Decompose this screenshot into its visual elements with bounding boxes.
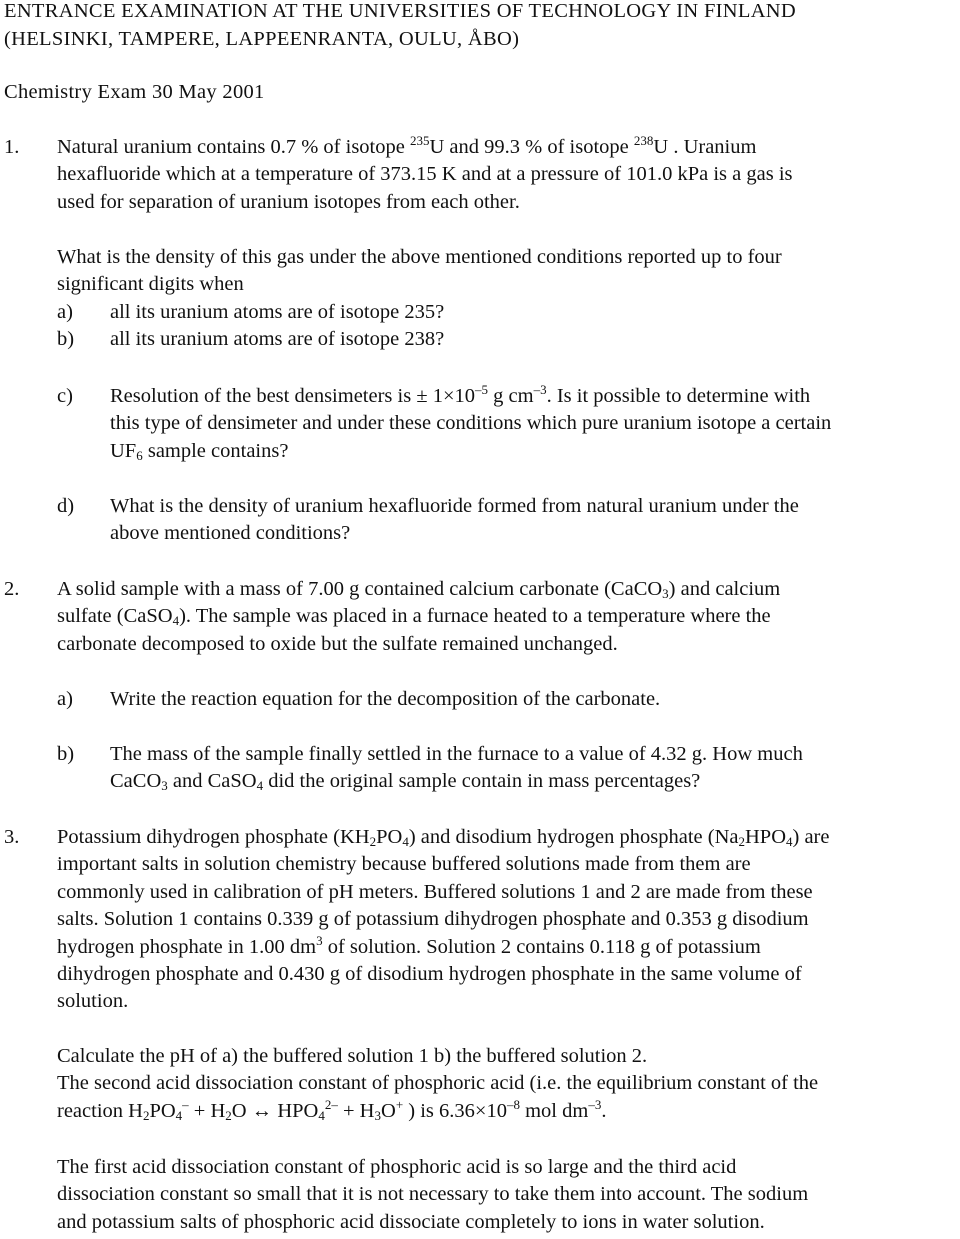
question-2-part-a: a) Write the reaction equation for the decomposition of the carbonate. [57,688,661,710]
question-3-intro: Potassium dihydrogen phosphate $(KH_2PO_4)$ and disodium hydrogen phosphate $(Na_2HPO_4)$ are important salts in solution chemistry because buffered solutions made from them are commonly used in calibration of pH meters. Buffered solutions 1 and 2 are made from these salts. Solution 1 contains 0.339 g of potassium dihydrogen phosphate and 0.353 g disodium hydrogen phosphate in 1.00 $dm^3$ of solution. Solution 2 contains 0.118 g of potassium dihydrogen phosphate and 0.430 g of disodium hydrogen phosphate in the same volume of solution. [57,826,830,1013]
exam-header-universities: (HELSINKI, TAMPERE, LAPPEENRANTA, OULU, ÅBO) [4,28,520,50]
question-3-task: Calculate the pH of a) the buffered solution 1 b) the buffered solution 2. The second acid dissociation constant of phosphoric acid (i.e. the equilibrium constant of the reaction $H_2PO_4^- + H_2O$ ↔ $HPO_4^{2-} + H_3O^+$ ) is $6.36\times 10^{-8}$ mol $dm^{-3}$. [57,1043,954,1125]
reaction-equation: reaction $H_2PO_4^- + H_2O$ ↔ $HPO_4^{2-} + H_3O^+$ ) is $6.36\times 10^{-8}$ mol $dm^{-3}$. [57,1096,607,1123]
question-1-part-b: b) all its uranium atoms are of isotope 238? [57,328,445,350]
question-1-number: 1. [4,136,20,158]
question-3-notes: The first acid dissociation constant of phosphoric acid is so large and the third acid dissociation constant so small that it is not necessary to take them into account. The sodium and potassium salts of phosphoric acid dissociate completely to ions in water solution. [57,1156,809,1233]
question-3-number: 3. [4,826,20,848]
question-2-number: 2. [4,578,20,600]
question-2-intro: A solid sample with a mass of 7.00 g contained calcium carbonate (CaCO$_3$) and calcium sulfate (CaSO$_4$). The sample was placed in a furnace heated to a temperature where the carbonate decomposed to oxide but the sulfate remained unchanged. [57,578,781,655]
question-1-part-a: a) all its uranium atoms are of isotope 235? [57,301,445,323]
question-1-prompt: What is the density of this gas under the above mentioned conditions reported up to four significant digits when [57,246,782,296]
question-1-part-c: c) Resolution of the best densimeters is ± $1\times 10^{-5}$ g $cm^{-3}$. Is it possible to determine with this type of densimeter and under these conditions which pure uranium isotope a certain $UF_6$ sample contains? [57,382,832,463]
question-1-part-d: d) What is the density of uranium hexafluoride formed from natural uranium under the above mentioned conditions? [57,495,799,545]
question-1-intro: Natural uranium contains 0.7 % of isotope $^{235}$U and 99.3 % of isotope $^{238}$U . Uranium hexafluoride which at a temperature of 373.15 K and at a pressure of 101.0 kPa is a gas is used for separation of uranium isotopes from each other. [57,133,793,213]
exam-date-title: Chemistry Exam 30 May 2001 [4,81,265,103]
exam-header-title: ENTRANCE EXAMINATION AT THE UNIVERSITIES OF TECHNOLOGY IN FINLAND [4,0,797,22]
question-2-part-b: b) The mass of the sample finally settled in the furnace to a value of 4.32 g. How much CaCO$_3$ and CaSO$_4$ did the original sample contain in mass percentages? [57,743,803,794]
